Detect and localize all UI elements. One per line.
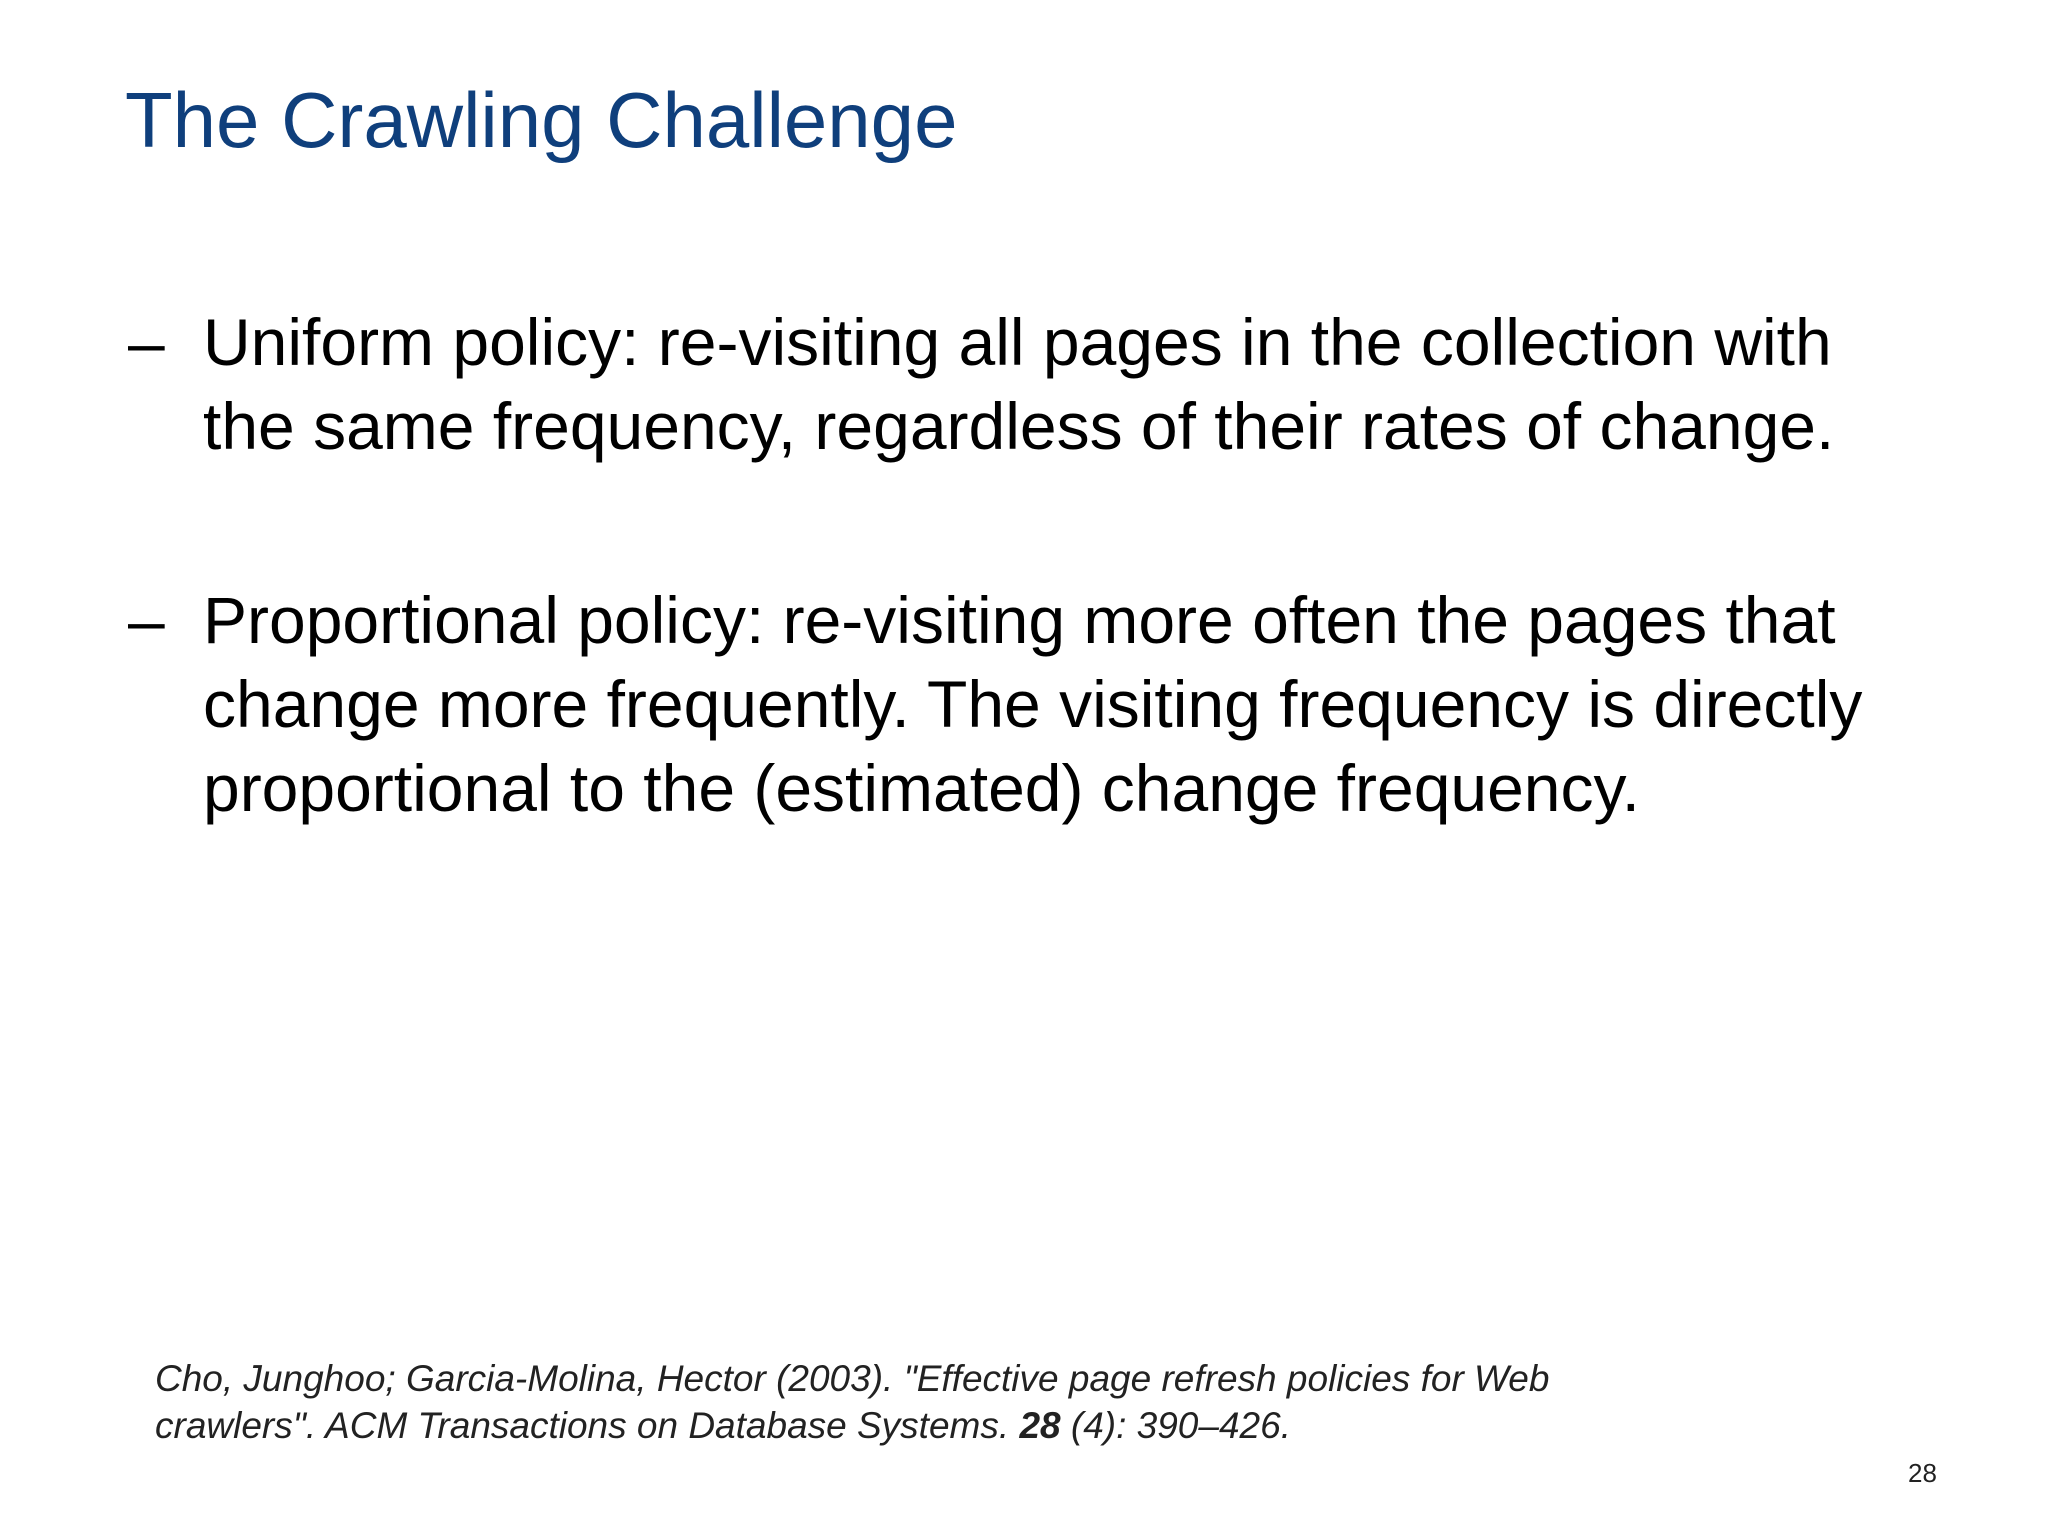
bullet-uniform-policy xyxy=(128,300,2008,468)
slide-title: The Crawling Challenge xyxy=(125,76,958,164)
bullet-text-line: change more frequently. The visiting frequency is directly xyxy=(203,667,1863,741)
citation-line-2 xyxy=(155,1402,1549,1449)
bullet-proportional-policy xyxy=(128,578,2008,830)
bullet-text-line: Proportional policy: re-visiting more often the pages that xyxy=(203,583,1836,657)
citation xyxy=(155,1355,1549,1449)
dash-marker: – xyxy=(128,305,165,379)
bullet-text-line: proportional to the (estimated) change frequency. xyxy=(203,751,1640,825)
citation-line-2-suffix: (4): 390–426. xyxy=(1060,1405,1291,1446)
bullet-text-line: the same frequency, regardless of their rates of change. xyxy=(203,389,1835,463)
page-number: 28 xyxy=(1908,1458,1937,1488)
bullet-text-line: Uniform policy: re-visiting all pages in the collection with xyxy=(203,305,1832,379)
citation-volume: 28 xyxy=(1019,1405,1061,1446)
citation-line-2-prefix: crawlers". ACM Transactions on Database Systems. xyxy=(155,1405,1020,1446)
citation-line-1: Cho, Junghoo; Garcia-Molina, Hector (2003). "Effective page refresh policies for Web xyxy=(155,1358,1550,1399)
dash-marker: – xyxy=(128,583,165,657)
bullet-list xyxy=(128,300,2008,830)
